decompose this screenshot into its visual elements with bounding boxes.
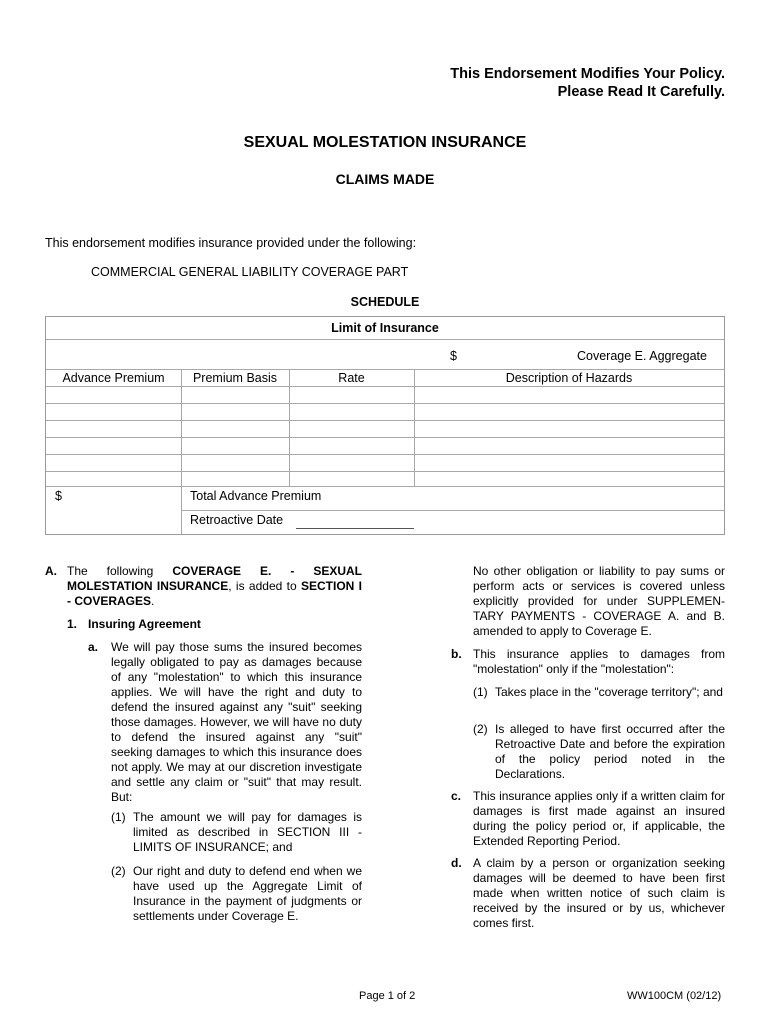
notice-line-2: Please Read It Carefully.: [557, 84, 725, 100]
item-c-text: This insurance applies only if a written claim for damages is first made against an insured during the policy period or, if applicable, the Extended Reporting Period.: [473, 789, 725, 848]
item-b-label: b.: [451, 647, 462, 661]
item-a1-text: The amount we will pay for damages is limited as described in SECTION III - LIMITS OF INSURANCE; and: [133, 810, 362, 854]
section-A-label: A.: [45, 564, 57, 578]
item-b1-text: Takes place in the "coverage territory"; and: [495, 685, 723, 699]
item-a2-text: Our right and duty to defend end when we have used up the Aggregate Limit of Insurance in the payment of judgments or settlements under Coverage E.: [133, 864, 362, 923]
schedule-table: [45, 316, 725, 535]
item-b2-text: Is alleged to have first occurred after the Retroactive Date and before the expiration of the policy period noted in the Declarations.: [495, 722, 725, 781]
col-rate: Rate: [338, 371, 365, 385]
item-b2-label: (2): [473, 722, 488, 736]
item-a2-label: (2): [111, 864, 126, 878]
col-premium-basis: Premium Basis: [192, 371, 278, 385]
coverage-part: COMMERCIAL GENERAL LIABILITY COVERAGE PART: [91, 265, 409, 279]
section-A-text: The following COVERAGE E. - SEXUAL MOLESTATION INSURANCE, is added to SECTION I - COVERAGES.: [67, 564, 363, 608]
notice-line-1: This Endorsement Modifies Your Policy.: [450, 66, 725, 82]
limit-heading: Limit of Insurance: [331, 321, 439, 335]
item-a-text: We will pay those sums the insured becomes legally obligated to pay as damages because of any "molestation" to which this insurance applies. We will have the right and duty to defend the insured against any "suit" seeking those damages. However, we will have no duty to defend the insured against any "suit" seeking damages to which this insurance does not apply. We may at our discretion investigate and settle any claim or "suit" that may result. But:: [111, 640, 362, 804]
item-b-text: This insurance applies to damages from "molestation" only if the "molestation":: [473, 647, 725, 676]
total-dollar: $: [55, 489, 62, 503]
aggregate-label: Coverage E. Aggregate: [577, 349, 707, 363]
item-d-text: A claim by a person or organization seeking damages will be deemed to have been first made when written notice of such claim is received by the insured or by us, whichever comes first.: [473, 856, 725, 930]
item-d-label: d.: [451, 856, 462, 870]
continued-text: No other obligation or liability to pay sums or perform acts or services is covered unless explicitly provided for under SUPPLEMEN-TARY PAYMENTS - COVERAGE A. and B. amended to apply to Coverage E.: [473, 564, 725, 638]
item-c-label: c.: [451, 789, 462, 803]
item-1-label: 1.: [67, 617, 78, 631]
retroactive-date-field: [296, 528, 414, 529]
item-b1-label: (1): [473, 685, 488, 699]
item-a-label: a.: [88, 640, 99, 654]
item-a1-label: (1): [111, 810, 126, 824]
total-advance-premium-label: Total Advance Premium: [190, 489, 322, 503]
retroactive-date-label: Retroactive Date: [190, 513, 284, 527]
form-id: WW100CM (02/12): [627, 990, 722, 1002]
col-description-of-hazards: Description of Hazards: [505, 371, 633, 385]
schedule-heading: SCHEDULE: [350, 295, 420, 309]
intro-text: This endorsement modifies insurance provided under the following:: [45, 236, 417, 250]
limit-dollar: $: [450, 349, 457, 363]
col-advance-premium: Advance Premium: [62, 371, 165, 385]
document-subtitle: CLAIMS MADE: [335, 171, 435, 187]
page-number: Page 1 of 2: [359, 990, 416, 1002]
document-title: SEXUAL MOLESTATION INSURANCE: [243, 134, 527, 151]
insuring-agreement-heading: Insuring Agreement: [88, 617, 201, 631]
